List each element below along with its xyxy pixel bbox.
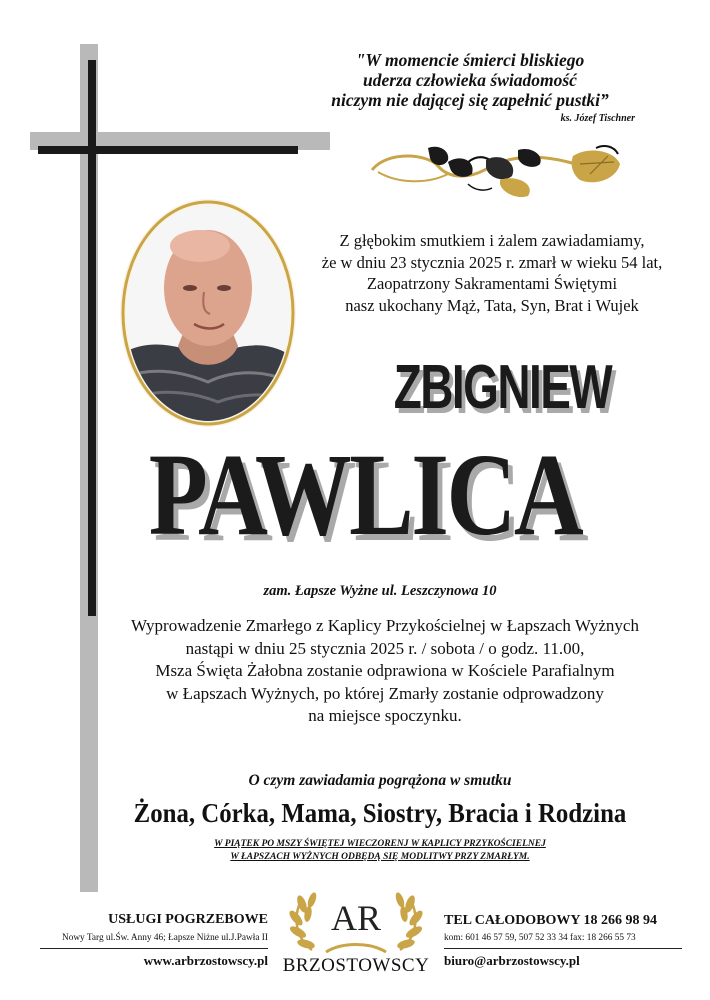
quote-line: niczym nie dającej się zapełnić pustki” xyxy=(331,90,609,110)
services-title: USŁUGI POGRZEBOWE xyxy=(108,912,268,927)
services-address: Nowy Targ ul.Św. Anny 46; Łapsze Niżne ul.J.Pawła II xyxy=(61,933,268,943)
announcement-intro xyxy=(302,230,682,316)
ceremony-line: nastąpi w dniu 25 stycznia 2025 r. / sobota / o godz. 11.00, xyxy=(185,638,585,658)
intro-line: Zaopatrzony Sakramentami Świętymi xyxy=(366,274,618,293)
quote-author: ks. Józef Tischner xyxy=(560,113,635,124)
prayer-notice xyxy=(170,838,590,864)
notice-line: W ŁAPSZACH WYŻNYCH ODBĘDĄ SIĘ MODLITWY PRZY ZMARŁYM. xyxy=(230,852,530,862)
quote xyxy=(270,50,670,110)
deceased-address: zam. Łapsze Wyżne ul. Leszczynowa 10 xyxy=(263,583,497,599)
notice-line: W PIĄTEK PO MSZY ŚWIĘTEJ WIECZORENJ W KAPLICY PRZYKOŚCIELNEJ xyxy=(214,839,546,849)
intro-line: nasz ukochany Mąż, Tata, Syn, Brat i Wujek xyxy=(345,295,639,315)
cross-icon xyxy=(88,60,96,616)
website-link[interactable]: www.arbrzostowscy.pl xyxy=(143,953,268,968)
logo-name: BRZOSTOWSCY xyxy=(282,955,430,976)
grape-leaf-ornament xyxy=(368,140,648,202)
intro-line: Z głębokim smutkiem i żalem zawiadamiamy, xyxy=(339,231,645,250)
ceremony-line: na miejsce spoczynku. xyxy=(308,706,462,725)
inform-line: O czym zawiadamia pogrążona w smutku xyxy=(248,772,512,789)
footer-divider-right xyxy=(444,948,682,949)
deceased-first-name: ZBIGNIEW xyxy=(393,353,612,422)
intro-line: że w dniu 23 stycznia 2025 r. zmarł w wieku 54 lat, xyxy=(321,252,663,272)
ceremony-line: w Łapszach Wyżnych, po której Zmarły zostanie odprowadzony xyxy=(166,683,604,703)
ceremony-details xyxy=(60,615,710,728)
laurel-wreath-icon xyxy=(272,880,440,960)
footer-divider-left xyxy=(40,948,268,949)
phone-number: TEL CAŁODOBOWY 18 266 98 94 xyxy=(444,913,658,928)
quote-line: "W momencie śmierci bliskiego xyxy=(355,50,585,70)
logo-initials: AR xyxy=(330,898,382,938)
cross-bar xyxy=(38,146,298,154)
family-list: Żona, Córka, Mama, Siostry, Bracia i Rodzina xyxy=(133,798,627,828)
ceremony-line: Msza Święta Żałobna zostanie odprawiona w Kościele Parafialnym xyxy=(155,661,615,680)
quote-line: uderza człowieka świadomość xyxy=(363,70,577,90)
mobile-fax: kom: 601 46 57 59, 507 52 33 34 fax: 18 266 55 73 xyxy=(444,933,636,943)
email-link[interactable]: biuro@arbrzostowscy.pl xyxy=(444,953,580,968)
deceased-surname: PAWLICA xyxy=(148,429,582,560)
ceremony-line: Wyprowadzenie Zmarłego z Kaplicy Przykościelnej w Łapszach Wyżnych xyxy=(131,616,639,635)
portrait-photo xyxy=(118,196,298,430)
